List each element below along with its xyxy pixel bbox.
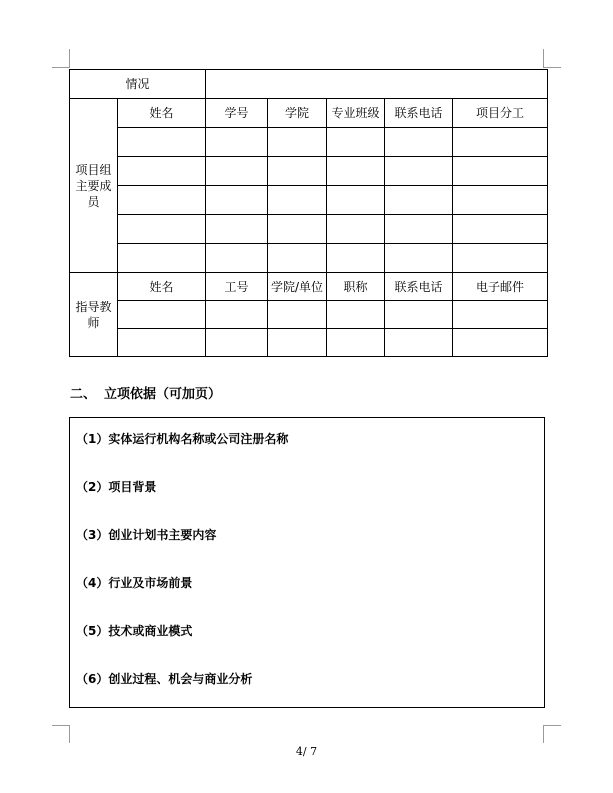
advisor-cell[interactable] <box>118 329 206 357</box>
advisor-cell[interactable] <box>453 329 548 357</box>
advisor-header-name: 姓名 <box>118 273 206 301</box>
member-cell[interactable] <box>453 157 548 186</box>
section-title: 立项依据（可加页） <box>104 387 222 402</box>
member-cell[interactable] <box>206 157 268 186</box>
crop-mark <box>543 49 544 67</box>
crop-mark <box>52 725 70 726</box>
member-header-name: 姓名 <box>118 99 206 128</box>
advisor-cell[interactable] <box>385 329 453 357</box>
crop-mark <box>52 67 70 68</box>
member-cell[interactable] <box>453 128 548 157</box>
member-cell[interactable] <box>385 128 453 157</box>
advisor-cell[interactable] <box>327 329 385 357</box>
member-cell[interactable] <box>118 128 206 157</box>
member-header-student-id: 学号 <box>206 99 268 128</box>
member-cell[interactable] <box>268 157 327 186</box>
advisor-cell[interactable] <box>453 301 548 329</box>
crop-mark <box>69 49 70 67</box>
member-cell[interactable] <box>327 244 385 273</box>
advisor-cell[interactable] <box>206 329 268 357</box>
member-header-phone: 联系电话 <box>385 99 453 128</box>
member-cell[interactable] <box>385 186 453 215</box>
member-cell[interactable] <box>118 186 206 215</box>
member-cell[interactable] <box>268 244 327 273</box>
member-cell[interactable] <box>327 128 385 157</box>
member-cell[interactable] <box>118 215 206 244</box>
advisor-header-college-unit: 学院/单位 <box>268 273 327 301</box>
section-number: 二、 <box>70 387 97 402</box>
advisor-cell[interactable] <box>268 329 327 357</box>
member-cell[interactable] <box>453 186 548 215</box>
member-row <box>70 215 548 244</box>
situation-value-cell[interactable] <box>206 70 548 99</box>
member-header-major-class: 专业班级 <box>327 99 385 128</box>
member-cell[interactable] <box>453 215 548 244</box>
member-cell[interactable] <box>206 128 268 157</box>
basis-item-analysis: （6）创业过程、机会与商业分析 <box>76 672 253 686</box>
member-cell[interactable] <box>327 157 385 186</box>
project-basis-box[interactable] <box>69 417 545 708</box>
member-cell[interactable] <box>118 157 206 186</box>
section-heading <box>70 383 221 402</box>
crop-mark <box>69 725 70 743</box>
member-cell[interactable] <box>206 186 268 215</box>
advisor-header-staff-id: 工号 <box>206 273 268 301</box>
member-cell[interactable] <box>327 186 385 215</box>
crop-mark <box>543 725 544 743</box>
situation-label: 情况 <box>70 70 206 99</box>
member-cell[interactable] <box>206 215 268 244</box>
member-cell[interactable] <box>268 215 327 244</box>
member-cell[interactable] <box>206 244 268 273</box>
member-cell[interactable] <box>385 157 453 186</box>
member-row <box>70 244 548 273</box>
advisor-cell[interactable] <box>118 301 206 329</box>
basis-item-entity-name: （1）实体运行机构名称或公司注册名称 <box>76 432 289 446</box>
member-header-division: 项目分工 <box>453 99 548 128</box>
member-cell[interactable] <box>385 215 453 244</box>
advisor-header-email: 电子邮件 <box>453 273 548 301</box>
basis-item-business-model: （5）技术或商业模式 <box>76 624 193 638</box>
member-row <box>70 128 548 157</box>
basis-item-background: （2）项目背景 <box>76 480 157 494</box>
advisor-header-phone: 联系电话 <box>385 273 453 301</box>
member-row <box>70 186 548 215</box>
advisor-cell[interactable] <box>206 301 268 329</box>
member-cell[interactable] <box>327 215 385 244</box>
advisor-header-title: 职称 <box>327 273 385 301</box>
member-header-college: 学院 <box>268 99 327 128</box>
crop-mark <box>543 725 561 726</box>
advisor-cell[interactable] <box>327 301 385 329</box>
member-cell[interactable] <box>268 128 327 157</box>
page-number: 4/ 7 <box>295 745 318 758</box>
basis-item-plan-content: （3）创业计划书主要内容 <box>76 528 217 542</box>
member-row <box>70 157 548 186</box>
member-cell[interactable] <box>118 244 206 273</box>
project-info-table <box>69 69 548 357</box>
advisor-cell[interactable] <box>268 301 327 329</box>
crop-mark <box>543 67 561 68</box>
basis-item-market-outlook: （4）行业及市场前景 <box>76 576 193 590</box>
member-cell[interactable] <box>385 244 453 273</box>
advisor-cell[interactable] <box>385 301 453 329</box>
advisor-label: 指导教师 <box>70 273 118 357</box>
member-cell[interactable] <box>268 186 327 215</box>
member-cell[interactable] <box>453 244 548 273</box>
members-label: 项目组主要成员 <box>70 99 118 273</box>
advisor-row <box>70 329 548 357</box>
advisor-row <box>70 301 548 329</box>
